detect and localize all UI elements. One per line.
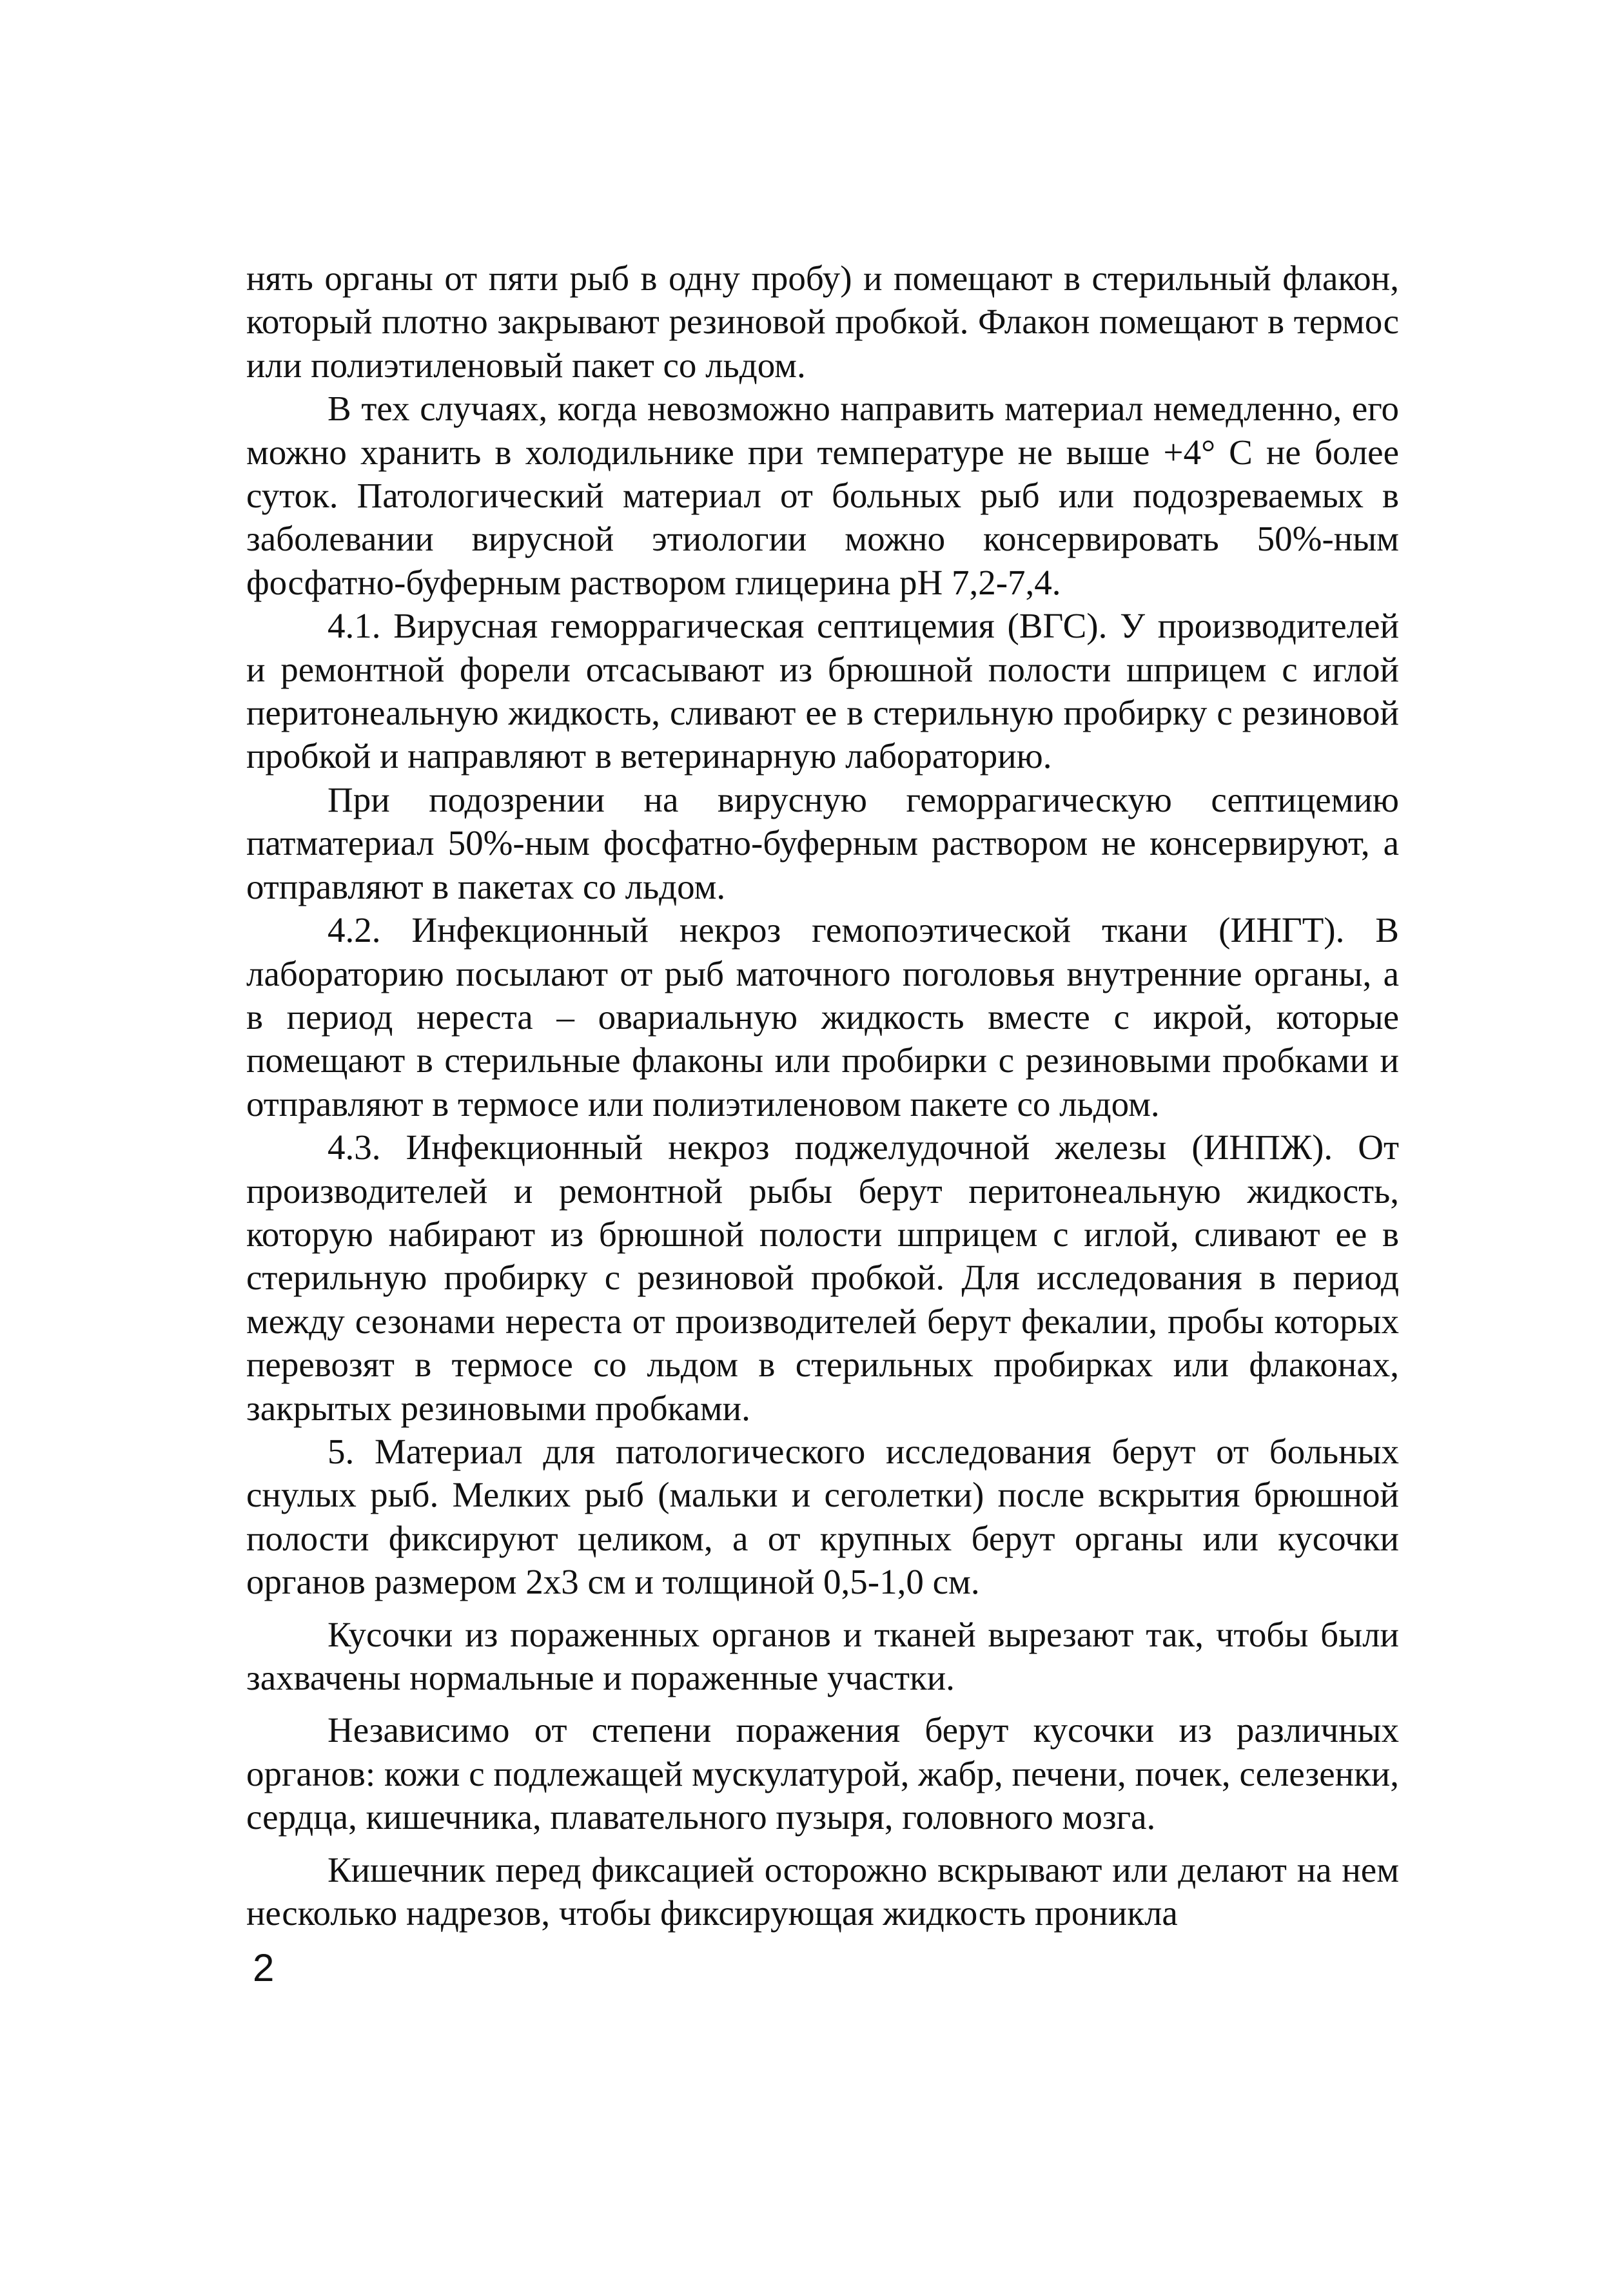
paragraph-organs: Независимо от степени поражения берут кусочки из различных органов: кожи с подлежащей мускулатурой, жабр, печени, почек, селезенки, сердца, кишечника, плавательного пузыря, головного мозга. (246, 1710, 1399, 1837)
paragraph-4-2-ingt: 4.2. Инфекционный некроз гемопоэтической ткани (ИНГТ). В лабораторию посылают от рыб маточного поголовья внутренние органы, а в период нереста – овариальную жидкость вместе с икрой, которые помещают в стерильные флаконы или пробирки с резиновыми пробками и отправляют в термосе или полиэтиленовом пакете со льдом. (246, 910, 1399, 1124)
paragraph-intestine: Кишечник перед фиксацией осторожно вскрывают или делают на нем несколько надрезов, чтобы фиксирующая жидкость проникла (246, 1850, 1399, 1933)
paragraph-vgs-suspicion: При подозрении на вирусную геморрагическую септицемию патматериал 50%-ным фосфатно-буферным раствором не консервируют, а отправляют в пакетах со льдом. (246, 779, 1399, 906)
paragraph-5-material: 5. Материал для патологического исследования берут от больных снулых рыб. Мелких рыб (мальки и сеголетки) после вскрытия брюшной полости фиксируют целиком, а от крупных берут органы или кусочки органов размером 2х3 см и толщиной 0,5-1,0 см. (246, 1431, 1399, 1602)
page-body (246, 257, 1399, 1935)
page-number: 2 (253, 1946, 275, 1989)
paragraph-pieces: Кусочки из пораженных органов и тканей вырезают так, чтобы были захвачены нормальные и пораженные участки. (246, 1614, 1399, 1697)
paragraph-storage: В тех случаях, когда невозможно направить материал немедленно, его можно хранить в холодильнике при температуре не выше +4° С не более суток. Патологический материал от больных рыб или подозреваемых в заболевании вирусной этиологии можно консервировать 50%-ным фосфатно-буферным раствором глицерина рН 7,2-7,4. (246, 389, 1399, 602)
paragraph-4-1-vgs: 4.1. Вирусная геморрагическая септицемия (ВГС). У производителей и ремонтной форели отсасывают из брюшной полости шприцем с иглой перитонеальную жидкость, сливают ее в стерильную пробирку с резиновой пробкой и направляют в ветеринарную лабораторию. (246, 606, 1399, 776)
paragraph-continuation: нять органы от пяти рыб в одну пробу) и помещают в стерильный флакон, который плотно закрывают резиновой пробкой. Флакон помещают в термос или полиэтиленовый пакет со льдом. (246, 259, 1399, 385)
paragraph-4-3-inpzh: 4.3. Инфекционный некроз поджелудочной железы (ИНПЖ). От производителей и ремонтной рыбы берут перитонеальную жидкость, которую набирают из брюшной полости шприцем с иглой, сливают ее в стерильную пробирку с резиновой пробкой. Для исследования в период между сезонами нереста от производителей берут фекалии, пробы которых перевозят в термосе со льдом в стерильных пробирках или флаконах, закрытых резиновыми пробками. (246, 1127, 1399, 1428)
